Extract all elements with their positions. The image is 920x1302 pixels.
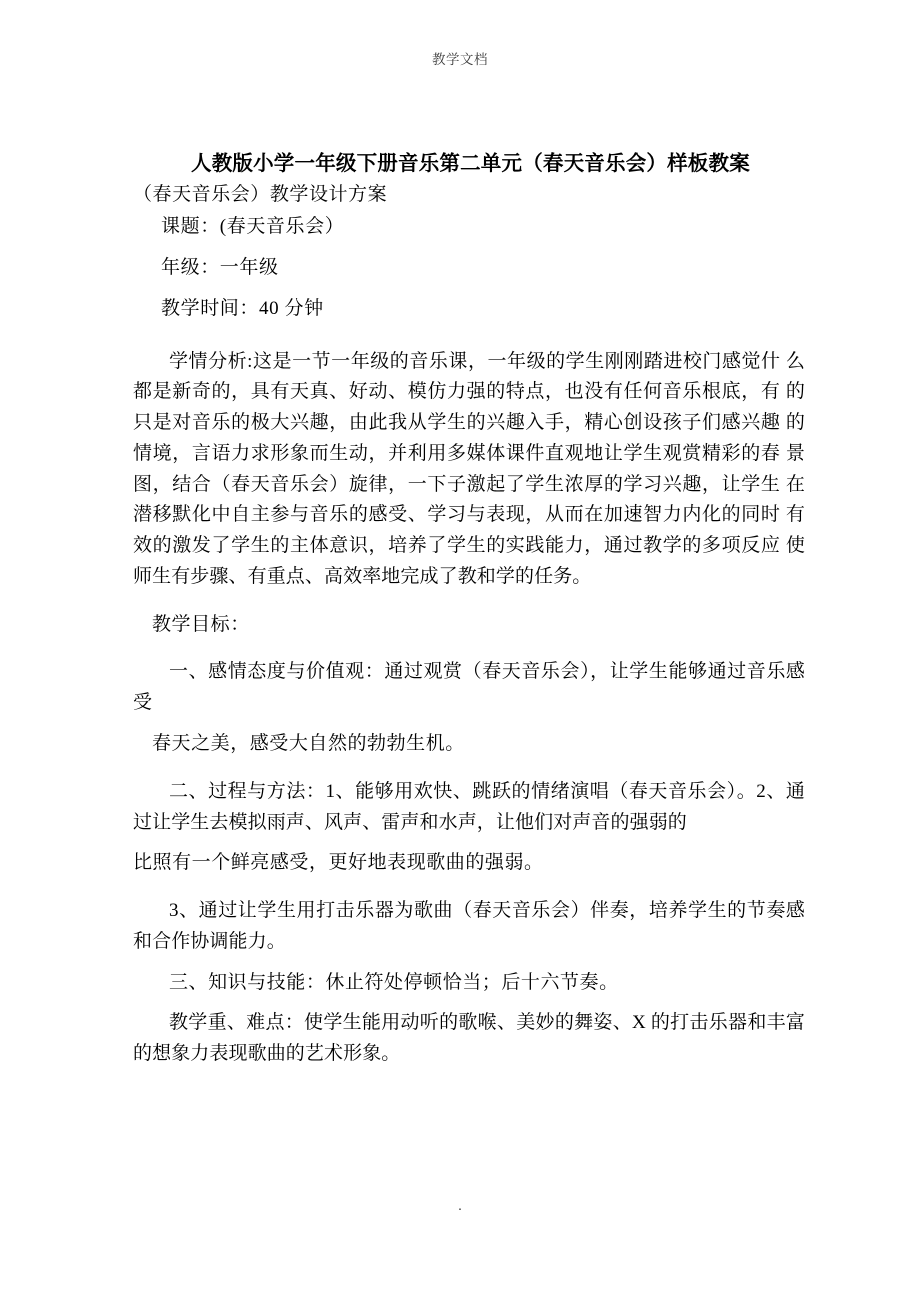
footer-page-marker: . [458, 1199, 462, 1214]
paragraph-goal-two: 二、过程与方法：1、能够用欢快、跳跃的情绪演唱（春天音乐会）。2、通过让学生去模拟雨声、风声、雷声和水声，让他们对声音的强弱的 [133, 780, 805, 833]
spacer [133, 958, 805, 968]
document-subtitle: （春天音乐会）教学设计方案 [133, 183, 388, 205]
document-body [133, 150, 805, 1070]
paragraph-goal-two-continued: 比照有一个鲜亮感受，更好地表现歌曲的强弱。 [133, 852, 544, 874]
paragraph-key-difficulty: 教学重、难点：使学生能用动听的歌喉、美妙的舞姿、X 的打击乐器和丰富的想象力表现歌曲的艺术形象。 [133, 1012, 805, 1065]
page-title: 人教版小学一年级下册音乐第二单元（春天音乐会）样板教案 [191, 153, 750, 175]
paragraph-goal-one-continued: 春天之美，感受大自然的勃勃生机。 [152, 732, 465, 754]
spacer [133, 593, 805, 610]
spacer [133, 284, 805, 294]
meta-topic: 课题：(春天音乐会） [161, 216, 345, 238]
meta-grade: 年级：一年级 [161, 257, 279, 279]
spacer [133, 325, 805, 347]
paragraph-goal-knowledge: 三、知识与技能：休止符处停顿恰当；后十六节奏。 [169, 971, 619, 993]
spacer [133, 719, 805, 729]
running-header: 教学文档 [432, 52, 488, 67]
spacer [133, 838, 805, 848]
paragraph-situation-analysis: 学情分析:这是一节一年级的音乐课，一年级的学生刚刚踏进校门感觉什 么都是新奇的，具有天真、好动、模仿力强的特点，也没有任何音乐根底，有 的只是对音乐的极大兴趣，由此我从学生的兴趣入手，精心创设孩子们感兴趣 的情境，言语力求形象而生动，并利用多媒体课件直观地让学生观赏精彩的春 景图，结合（春天音乐会）旋律，一下子激起了学生浓厚的学习兴趣，让学生 在潜移默化中自主参与音乐的感受、学习与表现，从而在加速智力内化的同时 有效的激发了学生的主体意识，培养了学生的实践能力，通过教学的多项反应 使师生有步骤、有重点、高效率地完成了教和学的任务。 [133, 350, 805, 587]
spacer [133, 998, 805, 1008]
spacer [133, 640, 805, 657]
heading-teaching-goals: 教学目标： [152, 613, 250, 635]
paragraph-goal-one: 一、感情态度与价值观：通过观赏（春天音乐会），让学生能够通过音乐感受 [133, 661, 805, 714]
meta-duration: 教学时间：40 分钟 [161, 297, 324, 319]
spacer [133, 760, 805, 777]
spacer [133, 243, 805, 253]
spacer [133, 879, 805, 896]
paragraph-goal-three: 3、通过让学生用打击乐器为歌曲（春天音乐会）伴奏，培养学生的节奏感和合作协调能力。 [133, 900, 805, 952]
